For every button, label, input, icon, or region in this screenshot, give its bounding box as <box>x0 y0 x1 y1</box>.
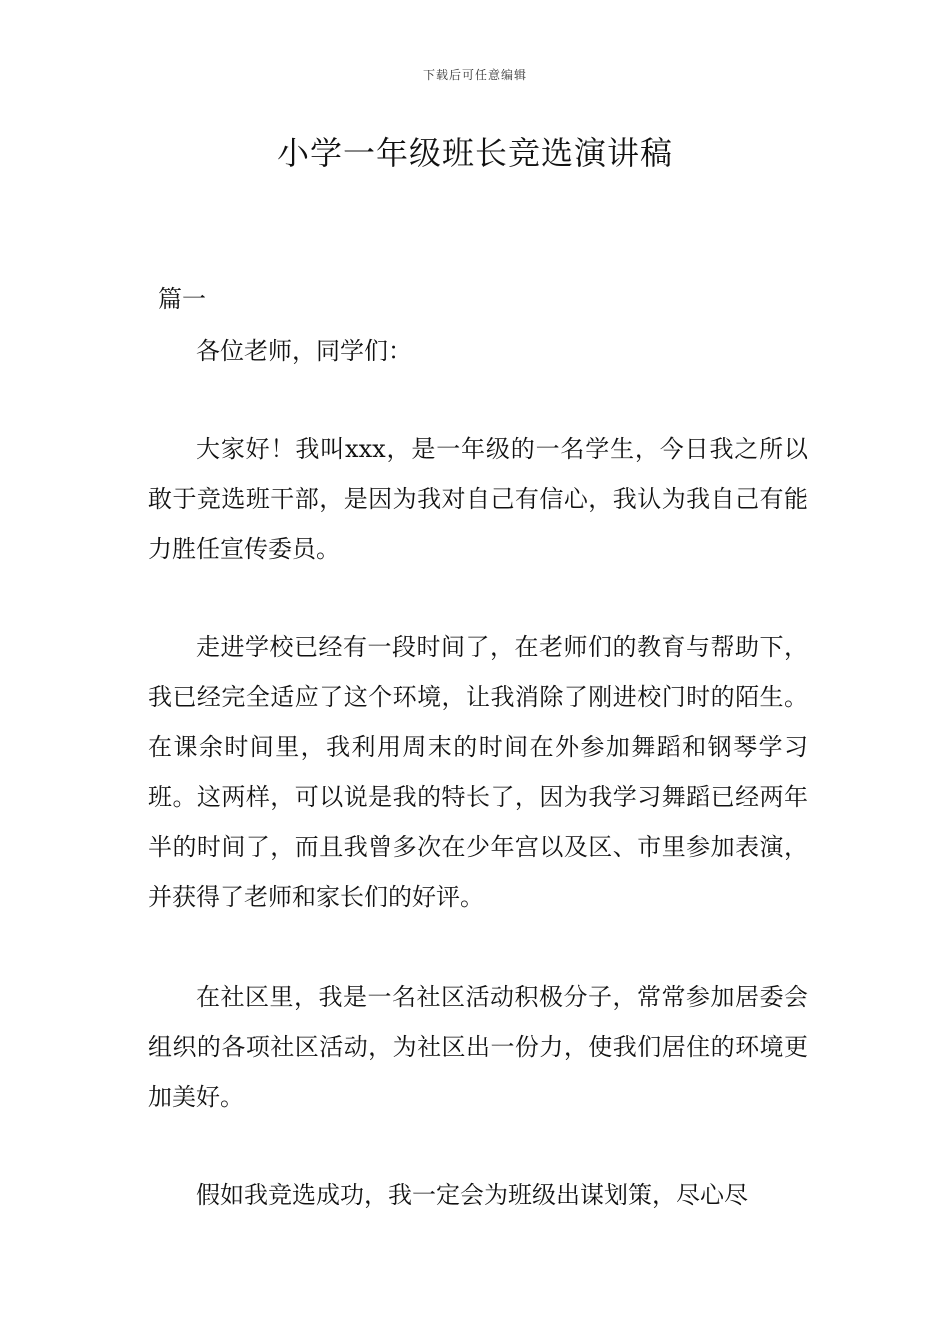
greeting-line: 各位老师，同学们： <box>196 337 412 365</box>
section-label: 篇一 <box>158 285 206 313</box>
document-title: 小学一年级班长竞选演讲稿 <box>276 134 673 172</box>
paragraph-2: 走进学校已经有一段时间了，在老师们的教育与帮助下，我已经完全适应了这个环境，让我消除了刚进校门时的陌生。在课余时间里，我利用周末的时间在外参加舞蹈和钢琴学习班。这两样，可以说是我的特长了，因为我学习舞蹈已经两年半的时间了，而且我曾多次在少年宫以及区、市里参加表演，并获得了老师和家长们的好评。 <box>148 633 808 911</box>
paragraph-1: 大家好！我叫xxx，是一年级的一名学生，今日我之所以敢于竞选班干部，是因为我对自己有信心，我认为我自己有能力胜任宣传委员。 <box>148 435 808 563</box>
header-note: 下载后可任意编辑 <box>422 68 527 82</box>
paragraph-4: 假如我竞选成功，我一定会为班级出谋划策，尽心尽 <box>196 1181 748 1209</box>
paragraph-3: 在社区里，我是一名社区活动积极分子，常常参加居委会组织的各项社区活动，为社区出一份力，使我们居住的环境更加美好。 <box>148 983 808 1111</box>
